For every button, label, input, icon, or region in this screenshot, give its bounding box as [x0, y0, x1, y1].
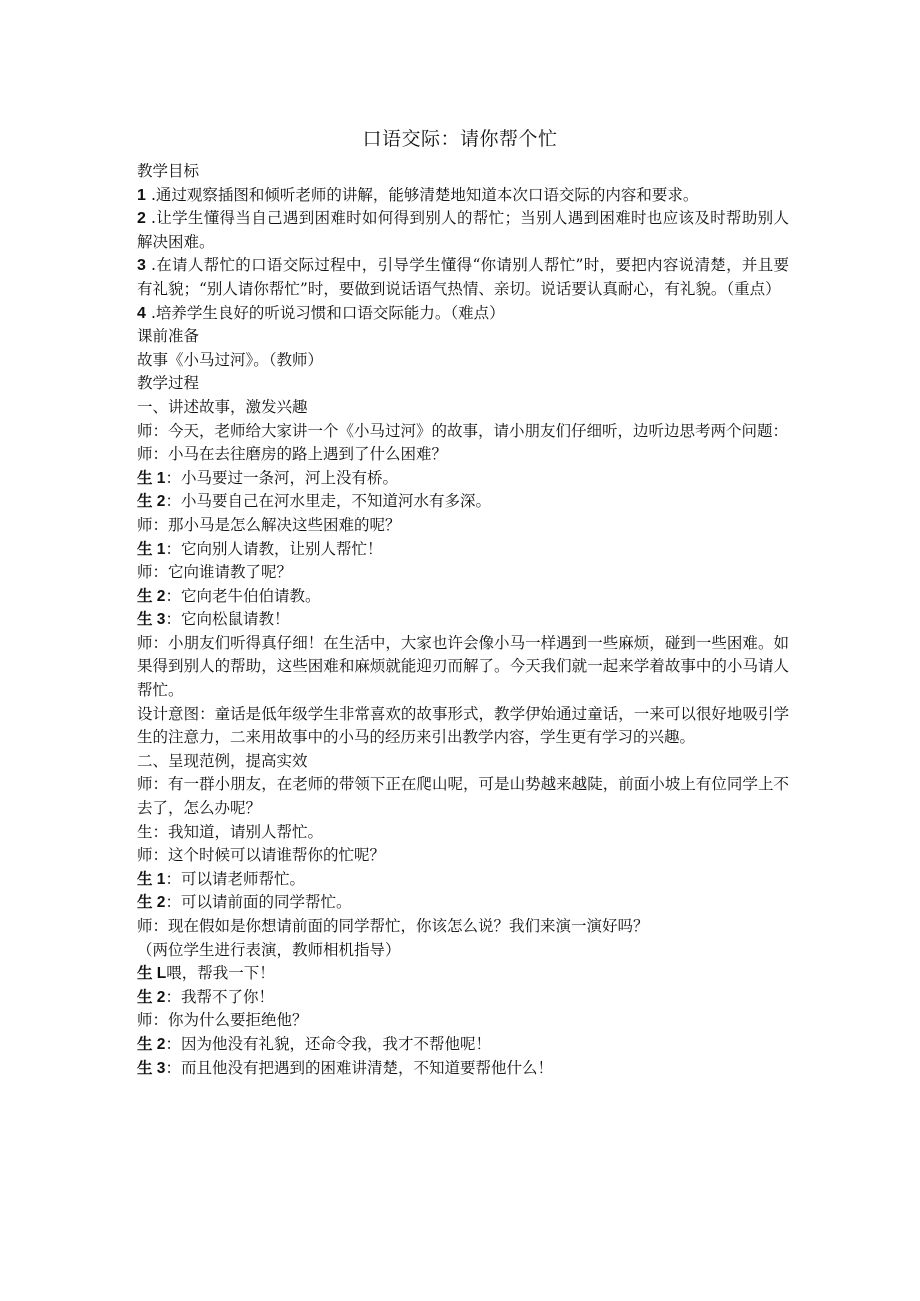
dialogue-text: ：它向松鼠请教！	[165, 610, 290, 629]
objective-text: .培养学生良好的听说习惯和口语交际能力。（难点）	[151, 303, 505, 322]
objective-text: .让学生懂得当自己遇到困难时如何得到别人的帮忙；当别人遇到困难时也应该及时帮助别人解决困难。	[137, 209, 789, 251]
dialogue-line	[137, 1033, 789, 1057]
objective-item	[137, 184, 789, 208]
dialogue-line	[137, 538, 789, 562]
page-title: 口语交际：请你帮个忙	[362, 128, 558, 150]
speaker-label: 生 2	[137, 493, 166, 511]
document-body	[137, 160, 789, 1080]
objective-item	[137, 254, 789, 301]
dialogue-text: ：我知道，请别人帮忙。	[152, 822, 324, 841]
speaker-label: 师	[137, 515, 153, 534]
speaker-label: 生 2	[137, 894, 166, 912]
objective-text: .通过观察插图和倾听老师的讲解，能够清楚地知道本次口语交际的内容和要求。	[151, 185, 699, 204]
objective-text: .在请人帮忙的口语交际过程中，引导学生懂得“你请别人帮忙”时，要把内容说清楚，并且要有礼貌；“别人请你帮忙”时，要做到说话语气热情、亲切。说话要认真耐心，有礼貌。（重点）	[137, 256, 789, 298]
dialogue-text: 喂，帮我一下！	[166, 964, 275, 983]
dialogue-line	[137, 420, 789, 444]
dialogue-text: ：小朋友们听得真仔细！在生活中，大家也许会像小马一样遇到一些麻烦，碰到一些困难。如果得到别人的帮助，这些困难和麻烦就能迎刃而解了。今天我们就一起来学着故事中的小马请人帮忙。	[137, 633, 789, 700]
dialogue-text: ：它向谁请教了呢？	[152, 563, 293, 582]
dialogue-line	[137, 891, 789, 915]
speaker-label: 生 3	[137, 1059, 166, 1077]
speaker-label: 师	[137, 445, 153, 464]
dialogue-line	[137, 962, 789, 986]
dialogue-line	[137, 608, 789, 632]
dialogue-line	[137, 632, 789, 703]
dialogue-line	[137, 490, 789, 514]
dialogue-text: ：它向老牛伯伯请教。	[165, 586, 321, 605]
dialogue-text: ：今天，老师给大家讲一个《小马过河》的故事，请小朋友们仔细听，边听边思考两个问题：	[152, 421, 789, 440]
speaker-label: 生 2	[137, 1035, 166, 1053]
speaker-label: 师	[137, 563, 153, 582]
dialogue-text: ：那小马是怎么解决这些困难的呢？	[152, 515, 401, 534]
dialogue-text: ：小马要自己在河水里走，不知道河水有多深。	[165, 492, 491, 511]
dialogue-line	[137, 821, 789, 845]
dialogue-text: ：你为什么要拒绝他？	[152, 1011, 308, 1030]
dialogue-line	[137, 467, 789, 491]
dialogue-text: ：现在假如是你想请前面的同学帮忙，你该怎么说？我们来演一演好吗？	[152, 917, 649, 935]
dialogue-text: ：它向别人请教，让别人帮忙！	[165, 539, 383, 558]
prep-text: 故事《小马过河》。（教师）	[137, 350, 324, 369]
objective-number: 2	[137, 210, 146, 228]
dialogue-line	[137, 1009, 789, 1033]
dialogue-line	[137, 868, 789, 892]
dialogue-line	[137, 1057, 789, 1081]
objective-item	[137, 207, 789, 254]
dialogue-text: ：而且他没有把遇到的困难讲清楚，不知道要帮他什么！	[165, 1058, 553, 1077]
dialogue-text: ：因为他没有礼貌，还命令我，我才不帮他呢！	[165, 1034, 491, 1053]
dialogue-line	[137, 514, 789, 538]
speaker-label: 师	[137, 917, 153, 935]
dialogue-text: ：我帮不了你！	[165, 987, 274, 1006]
prep-heading: 课前准备	[137, 327, 200, 346]
speaker-label: 生 1	[137, 870, 166, 888]
objectives-heading: 教学目标	[137, 162, 200, 180]
dialogue-text: ：这个时候可以请谁帮你的忙呢？	[152, 846, 386, 865]
dialogue-line	[137, 443, 789, 467]
objective-item	[137, 302, 789, 326]
speaker-label: 生 2	[137, 587, 166, 605]
objective-number: 1	[137, 186, 146, 204]
speaker-label: 生 L	[137, 965, 167, 983]
dialogue-text: ：可以请前面的同学帮忙。	[165, 893, 352, 912]
dialogue-text: ：小马要过一条河，河上没有桥。	[165, 468, 398, 487]
speaker-label: 师	[137, 775, 153, 794]
dialogue-line	[137, 915, 789, 939]
part2-heading: 二、呈现范例，提高实效	[137, 751, 308, 770]
speaker-label: 生 1	[137, 469, 166, 487]
dialogue-line	[137, 585, 789, 609]
objective-number: 4	[137, 304, 146, 322]
speaker-label: 生 3	[137, 611, 166, 629]
dialogue-line	[137, 986, 789, 1010]
dialogue-text: ：小马在去往磨房的路上遇到了什么困难？	[152, 445, 448, 464]
speaker-label: 师	[137, 421, 153, 440]
objective-number: 3	[137, 257, 146, 275]
speaker-label: 师	[137, 1011, 153, 1030]
process-heading: 教学过程	[137, 374, 200, 393]
speaker-label: 生 1	[137, 540, 166, 558]
design-intent: 设计意图：童话是低年级学生非常喜欢的故事形式，教学伊始通过童话，一来可以很好地吸引学生的注意力，二来用故事中的小马的经历来引出教学内容，学生更有学习的兴趣。	[137, 704, 789, 747]
speaker-label: 师	[137, 633, 153, 652]
dialogue-line	[137, 561, 789, 585]
speaker-label: 生 2	[137, 988, 166, 1006]
dialogue-text: ：有一群小朋友，在老师的带领下正在爬山呢，可是山势越来越陡，前面小坡上有位同学上不去了，怎么办呢？	[137, 775, 789, 818]
dialogue-text: ：可以请老师帮忙。	[165, 869, 305, 888]
dialogue-line	[137, 844, 789, 868]
dialogue-line	[137, 773, 789, 820]
speaker-label: 师	[137, 846, 153, 865]
speaker-label: 生	[137, 822, 153, 841]
stage-direction: （两位学生进行表演，教师相机指导）	[137, 940, 401, 959]
part1-heading: 一、讲述故事，激发兴趣	[137, 397, 308, 416]
